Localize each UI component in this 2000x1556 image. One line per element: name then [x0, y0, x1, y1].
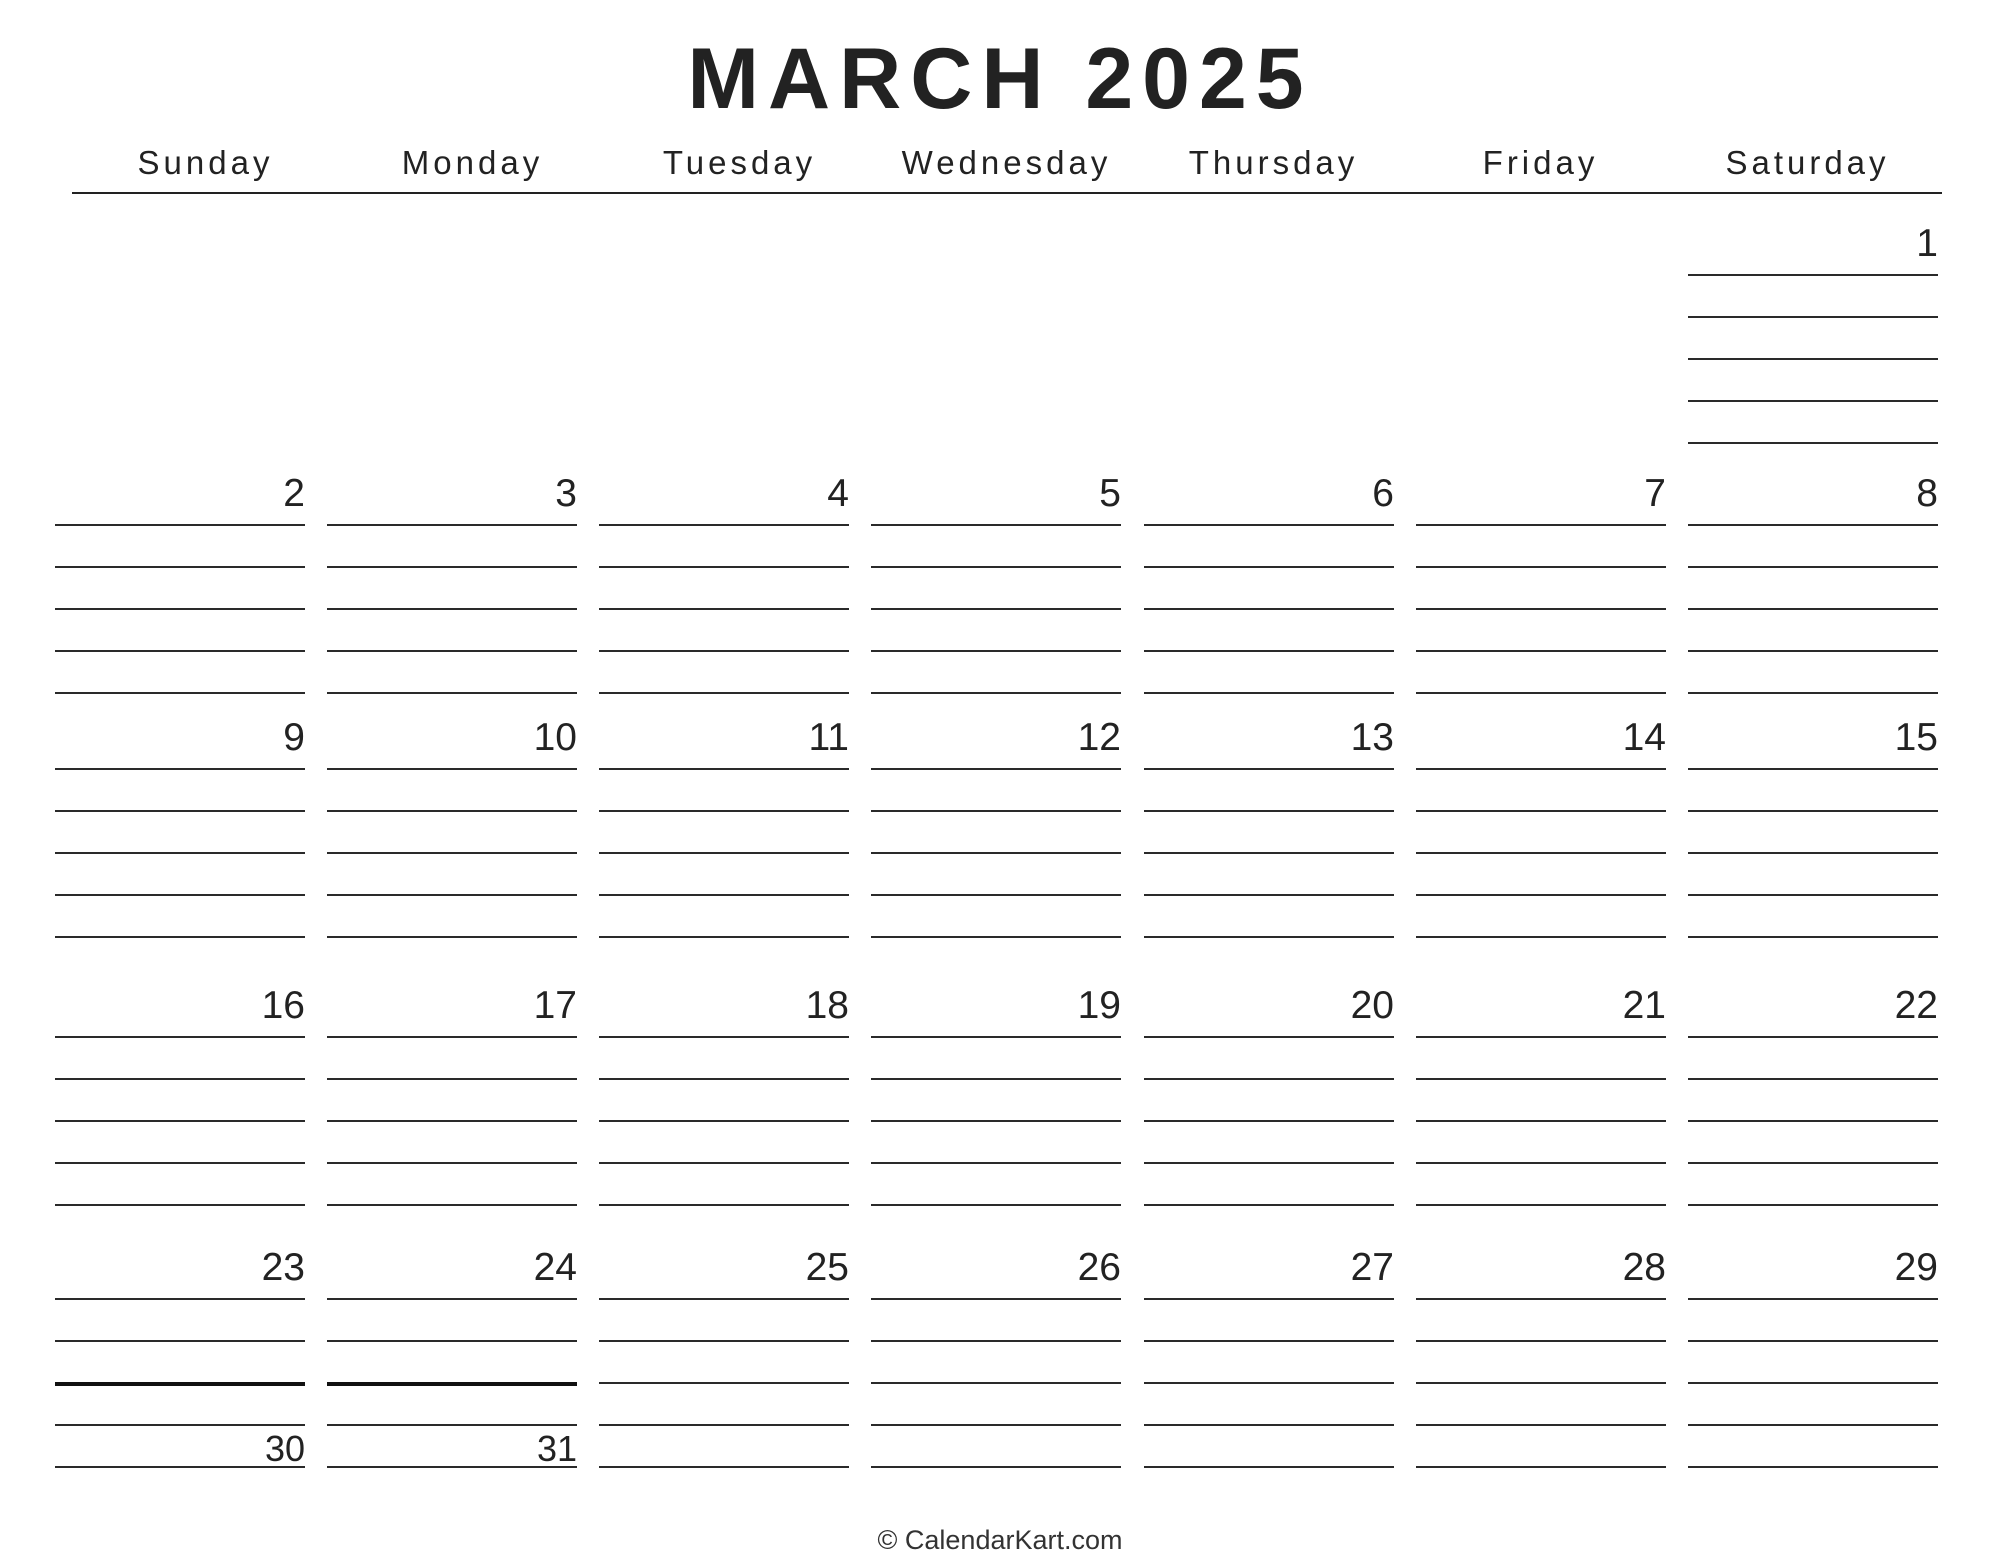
writing-line [871, 524, 1121, 526]
writing-line [327, 1424, 577, 1426]
writing-line [1144, 608, 1394, 610]
writing-line [1416, 650, 1666, 652]
writing-line [1144, 650, 1394, 652]
day-number: 27 [1350, 1246, 1394, 1289]
writing-line [871, 894, 1121, 896]
writing-line [871, 810, 1121, 812]
writing-line [55, 810, 305, 812]
writing-line [1144, 1466, 1394, 1468]
writing-line [55, 1298, 305, 1300]
writing-line [327, 1078, 577, 1080]
writing-line [599, 1120, 849, 1122]
writing-line [1688, 894, 1938, 896]
writing-line [1416, 1298, 1666, 1300]
day-cell-18 [599, 984, 849, 1208]
writing-line [1416, 1078, 1666, 1080]
writing-line [871, 1466, 1121, 1468]
day-cell-15 [1688, 716, 1938, 940]
day-cell-14 [1416, 716, 1666, 940]
day-cell-17 [327, 984, 577, 1208]
writing-line [871, 852, 1121, 854]
writing-line [599, 936, 849, 938]
writing-line [55, 692, 305, 694]
writing-line [871, 608, 1121, 610]
writing-line [1688, 1298, 1938, 1300]
writing-line [599, 608, 849, 610]
writing-line [1688, 1204, 1938, 1206]
writing-line [327, 768, 577, 770]
writing-line [1144, 692, 1394, 694]
writing-line [1416, 894, 1666, 896]
writing-line [327, 1382, 577, 1386]
day-cell-25 [599, 1246, 849, 1470]
writing-line [1416, 810, 1666, 812]
day-cell-20 [1144, 984, 1394, 1208]
day-cell-5 [871, 472, 1121, 696]
writing-line [55, 1340, 305, 1342]
writing-line [327, 810, 577, 812]
writing-line [1688, 768, 1938, 770]
writing-line [1688, 1120, 1938, 1122]
writing-line [1144, 936, 1394, 938]
writing-line [1144, 810, 1394, 812]
writing-line [55, 1078, 305, 1080]
writing-line [1688, 692, 1938, 694]
day-cell-2 [55, 472, 305, 696]
writing-line [871, 1340, 1121, 1342]
day-cell-6 [1144, 472, 1394, 696]
day-number: 6 [1372, 472, 1394, 515]
writing-line [327, 1340, 577, 1342]
writing-line [1688, 566, 1938, 568]
writing-line [327, 1204, 577, 1206]
writing-line [599, 1424, 849, 1426]
writing-line [327, 608, 577, 610]
day-number: 13 [1350, 716, 1394, 759]
writing-line [871, 1078, 1121, 1080]
writing-line [1416, 566, 1666, 568]
day-cell-26 [871, 1246, 1121, 1470]
writing-line [55, 608, 305, 610]
writing-line [327, 650, 577, 652]
day-number: 3 [555, 472, 577, 515]
writing-line [871, 650, 1121, 652]
writing-line [1416, 1424, 1666, 1426]
writing-line [1688, 1382, 1938, 1384]
writing-line [1688, 1162, 1938, 1164]
writing-line [55, 1204, 305, 1206]
day-number: 21 [1622, 984, 1666, 1027]
writing-line [599, 852, 849, 854]
day-number: 23 [261, 1246, 305, 1289]
writing-line [599, 1298, 849, 1300]
day-number: 18 [805, 984, 849, 1027]
writing-line [599, 1466, 849, 1468]
day-cell-7 [1416, 472, 1666, 696]
day-number: 2 [283, 472, 305, 515]
writing-line [1688, 1424, 1938, 1426]
weekday-friday: Friday [1482, 144, 1599, 181]
writing-line [1144, 524, 1394, 526]
writing-line [1416, 1120, 1666, 1122]
writing-line [1416, 1340, 1666, 1342]
writing-line [871, 1204, 1121, 1206]
day-cell-3 [327, 472, 577, 696]
day-number: 1 [1916, 222, 1938, 265]
day-number: 7 [1644, 472, 1666, 515]
day-number: 29 [1894, 1246, 1938, 1289]
writing-line [1688, 852, 1938, 854]
day-number: 5 [1099, 472, 1121, 515]
day-cell-19 [871, 984, 1121, 1208]
day-cell-4 [599, 472, 849, 696]
writing-line [599, 1078, 849, 1080]
writing-line [599, 810, 849, 812]
writing-line [1144, 1382, 1394, 1384]
writing-line [871, 1120, 1121, 1122]
writing-line [55, 936, 305, 938]
writing-line [599, 768, 849, 770]
writing-line [55, 768, 305, 770]
writing-line [599, 1382, 849, 1384]
writing-line [1144, 768, 1394, 770]
writing-line [1144, 1424, 1394, 1426]
writing-line [871, 768, 1121, 770]
day-cell-27 [1144, 1246, 1394, 1470]
writing-line [1416, 768, 1666, 770]
writing-line [327, 1298, 577, 1300]
writing-line [1688, 608, 1938, 610]
writing-line [327, 1036, 577, 1038]
writing-line [1416, 852, 1666, 854]
day-number: 17 [533, 984, 577, 1027]
writing-line [1144, 1120, 1394, 1122]
writing-line [1416, 1162, 1666, 1164]
day-number: 24 [533, 1246, 577, 1289]
weekday-wednesday: Wednesday [901, 144, 1112, 181]
day-number: 19 [1077, 984, 1121, 1027]
writing-line [1688, 810, 1938, 812]
writing-line [327, 1120, 577, 1122]
calendar-title: MARCH 2025 [687, 31, 1313, 127]
day-cell-28 [1416, 1246, 1666, 1470]
writing-line [55, 566, 305, 568]
writing-line [1688, 650, 1938, 652]
day-number: 11 [808, 716, 849, 759]
day-number: 9 [283, 716, 305, 759]
writing-line [1688, 524, 1938, 526]
day-number: 4 [827, 472, 849, 515]
day-cell-8 [1688, 472, 1938, 696]
day-number: 8 [1916, 472, 1938, 515]
writing-line [871, 1162, 1121, 1164]
writing-line [1688, 1036, 1938, 1038]
writing-line [1144, 1340, 1394, 1342]
writing-line [871, 936, 1121, 938]
day-number: 30 [264, 1428, 305, 1469]
writing-line [1144, 894, 1394, 896]
day-cell-11 [599, 716, 849, 940]
writing-line [871, 1298, 1121, 1300]
writing-line [55, 852, 305, 854]
writing-line [327, 524, 577, 526]
day-number: 14 [1622, 716, 1666, 759]
writing-line [599, 1162, 849, 1164]
weekday-monday: Monday [401, 144, 544, 181]
day-cell-1 [1688, 222, 1938, 446]
day-cell-16 [55, 984, 305, 1208]
writing-line [55, 1382, 305, 1386]
writing-line [55, 1162, 305, 1164]
writing-line [55, 1424, 305, 1426]
writing-line [55, 1120, 305, 1122]
writing-line [327, 852, 577, 854]
writing-line [599, 894, 849, 896]
writing-line [1688, 316, 1938, 318]
day-number: 10 [533, 716, 577, 759]
writing-line [1688, 442, 1938, 444]
day-number: 31 [536, 1428, 577, 1469]
weekday-tuesday: Tuesday [662, 144, 817, 181]
writing-line [327, 566, 577, 568]
day-number: 20 [1350, 984, 1394, 1027]
writing-line [871, 566, 1121, 568]
writing-line [1416, 936, 1666, 938]
weekday-thursday: Thursday [1188, 144, 1359, 181]
day-cell-22 [1688, 984, 1938, 1208]
day-number: 15 [1894, 716, 1938, 759]
writing-line [599, 1204, 849, 1206]
weekday-saturday: Saturday [1725, 144, 1890, 181]
day-number: 25 [805, 1246, 849, 1289]
writing-line [599, 524, 849, 526]
writing-line [1144, 1204, 1394, 1206]
writing-line [599, 650, 849, 652]
writing-line [599, 1340, 849, 1342]
day-number: 12 [1077, 716, 1121, 759]
writing-line [1416, 1382, 1666, 1384]
writing-line [55, 1036, 305, 1038]
day-cell-21 [1416, 984, 1666, 1208]
writing-line [871, 1382, 1121, 1384]
day-number: 16 [261, 984, 305, 1027]
writing-line [1688, 1340, 1938, 1342]
writing-line [327, 1162, 577, 1164]
writing-line [55, 524, 305, 526]
writing-line [1144, 1162, 1394, 1164]
writing-line [327, 894, 577, 896]
writing-line [1144, 566, 1394, 568]
day-cell-13 [1144, 716, 1394, 940]
header-divider [72, 192, 1942, 194]
weekday-header-row [72, 144, 1942, 188]
writing-line [599, 692, 849, 694]
day-cell-23 [55, 1246, 305, 1470]
writing-line [871, 1424, 1121, 1426]
day-number: 26 [1077, 1246, 1121, 1289]
writing-line [871, 1036, 1121, 1038]
writing-line [1688, 400, 1938, 402]
writing-line [327, 936, 577, 938]
writing-line [1416, 608, 1666, 610]
writing-line [1416, 692, 1666, 694]
writing-line [1144, 852, 1394, 854]
day-number: 28 [1622, 1246, 1666, 1289]
writing-line [1688, 1466, 1938, 1468]
writing-line [1144, 1298, 1394, 1300]
day-cell-10 [327, 716, 577, 940]
writing-line [55, 650, 305, 652]
writing-line [1688, 358, 1938, 360]
writing-line [599, 1036, 849, 1038]
copyright-footer: © CalendarKart.com [877, 1525, 1123, 1555]
day-cell-12 [871, 716, 1121, 940]
writing-line [599, 566, 849, 568]
writing-line [55, 894, 305, 896]
writing-line [1416, 1036, 1666, 1038]
day-cell-24 [327, 1246, 577, 1470]
day-cell-29 [1688, 1246, 1938, 1470]
writing-line [1688, 1078, 1938, 1080]
writing-line [1144, 1036, 1394, 1038]
writing-line [327, 692, 577, 694]
day-cell-9 [55, 716, 305, 940]
writing-line [871, 692, 1121, 694]
writing-line [1416, 1466, 1666, 1468]
writing-line [1416, 1204, 1666, 1206]
day-number: 22 [1894, 984, 1938, 1027]
weekday-sunday: Sunday [137, 144, 274, 181]
writing-line [1144, 1078, 1394, 1080]
writing-line [1688, 936, 1938, 938]
writing-line [1416, 524, 1666, 526]
writing-line [1688, 274, 1938, 276]
